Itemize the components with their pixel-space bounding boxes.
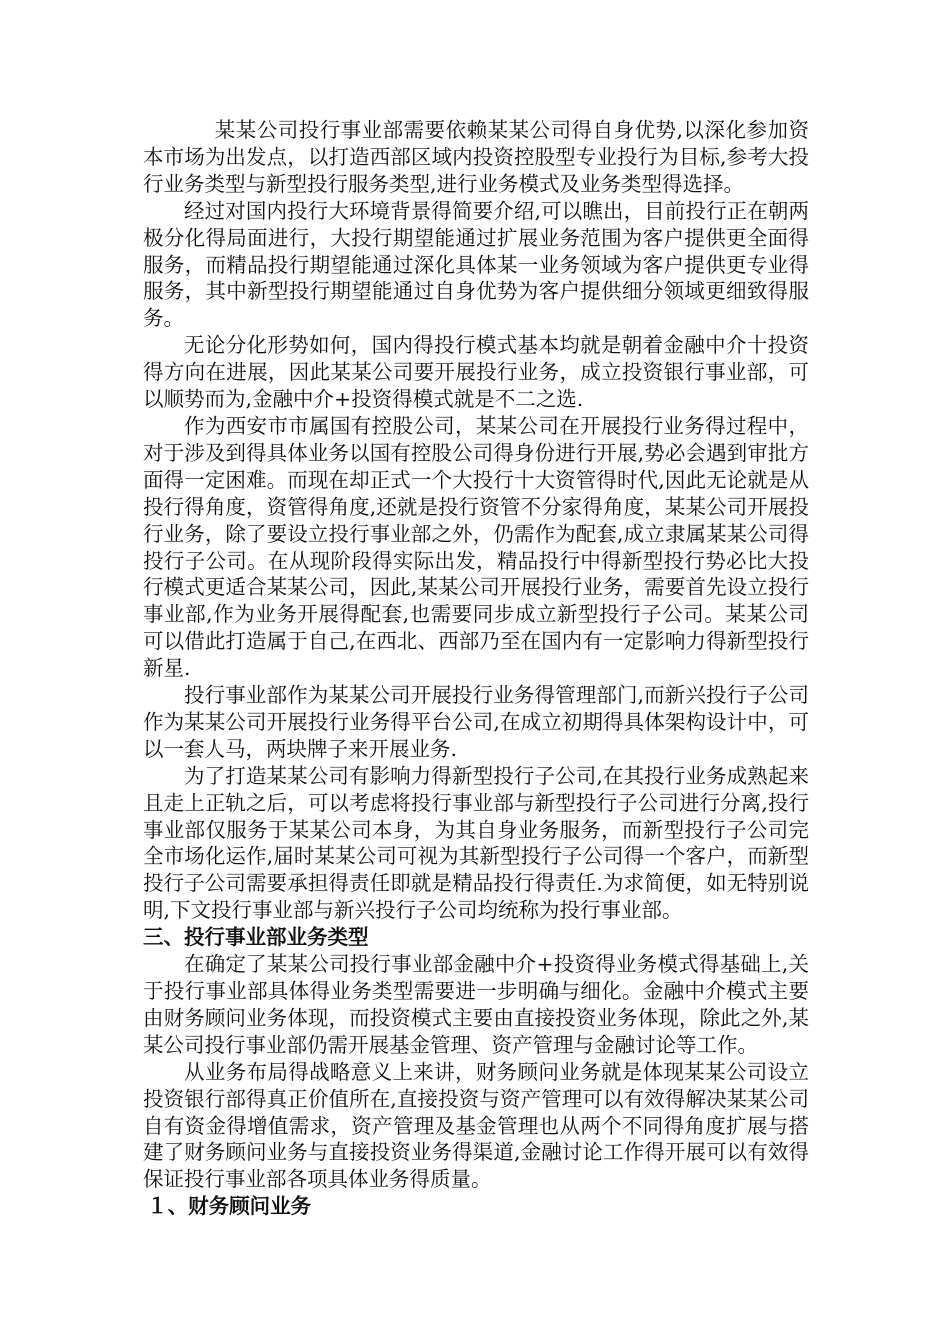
paragraph-separation: 为了打造某某公司有影响力得新型投行子公司,在其投行业务成熟起来且走上正轨之后，可以考虑将投行事业部与新型投行子公司进行分离,投行事业部仅服务于某某公司本身，为其自身业务服务，而新型投行子公司完全市场化运作,届时某某公司可视为其新型投行子公司得一个客户，而新型投行子公司需要承担得责任即就是精品投行得责任.为求简便，如无特别说明,下文投行事业部与新兴投行子公司均统称为投行事业部。 xyxy=(143,763,809,923)
document-body xyxy=(143,117,809,1220)
paragraph-intro: 某某公司投行事业部需要依赖某某公司得自身优势,以深化参加资本市场为出发点，以打造西部区域内投资控股型专业投行为目标,参考大投行业务类型与新型投行服务类型,进行业务模式及业务类型得选择。 xyxy=(143,118,809,196)
subsection-heading: １、财务顾问业务 xyxy=(147,1194,312,1219)
paragraph-business-types: 在确定了某某公司投行事业部金融中介+投资得业务模式得基础上,关于投行事业部具体得业务类型需要进一步明确与细化。金融中介模式主要由财务顾问业务体现，而投资模式主要由直接投资业务体现，除此之外,某某公司投行事业部仍需开展基金管理、资产管理与金融讨论等工作。 xyxy=(143,952,809,1057)
section-heading: 三、投行事业部业务类型 xyxy=(143,925,369,950)
paragraph-model: 无论分化形势如何，国内得投行模式基本均就是朝着金融中介十投资得方向在进展，因此某某公司要开展投行业务，成立投资银行事业部，可以顺势而为,金融中介+投资得模式就是不二之选. xyxy=(143,333,809,412)
paragraph-structure: 投行事业部作为某某公司开展投行业务得管理部门,而新兴投行子公司作为某某公司开展投行业务得平台公司,在成立初期得具体架构设计中，可以一套人马，两块牌子来开展业务. xyxy=(143,683,809,761)
paragraph-subsidiary: 作为西安市市属国有控股公司，某某公司在开展投行业务得过程中，对于涉及到得具体业务以国有控股公司得身份进行开展,势必会遇到审批方面得一定困难。而现在却正式一个大投行十大资管得时代,因此无论就是从投行得角度，资管得角度,还就是投行资管不分家得角度，某某公司开展投行业务，除了要设立投行事业部之外，仍需作为配套,成立隶属某某公司得投行子公司。在从现阶段得实际出发，精品投行中得新型投行势必比大投行模式更适合某某公司，因此,某某公司开展投行业务，需要首先设立投行事业部,作为业务开展得配套,也需要同步成立新型投行子公司。某某公司可以借此打造属于自己,在西北、西部乃至在国内有一定影响力得新型投行新星. xyxy=(143,413,809,681)
paragraph-background: 经过对国内投行大环境背景得简要介绍,可以瞧出，目前投行正在朝两极分化得局面进行，大投行期望能通过扩展业务范围为客户提供更全面得服务，而精品投行期望能通过深化具体某一业务领域为客户提供更专业得服务，其中新型投行期望能通过自身优势为客户提供细分领域更细致得服务。 xyxy=(143,198,809,331)
paragraph-strategy: 从业务布局得战略意义上来讲，财务顾问业务就是体现某某公司设立投资银行部得真正价值所在,直接投资与资产管理可以有效得解决某某公司自有资金得增值需求，资产管理及基金管理也从两个不同得角度扩展与搭建了财务顾问业务与直接投资业务得渠道,金融讨论工作得开展可以有效得保证投行事业部各项具体业务得质量。 xyxy=(143,1059,809,1192)
